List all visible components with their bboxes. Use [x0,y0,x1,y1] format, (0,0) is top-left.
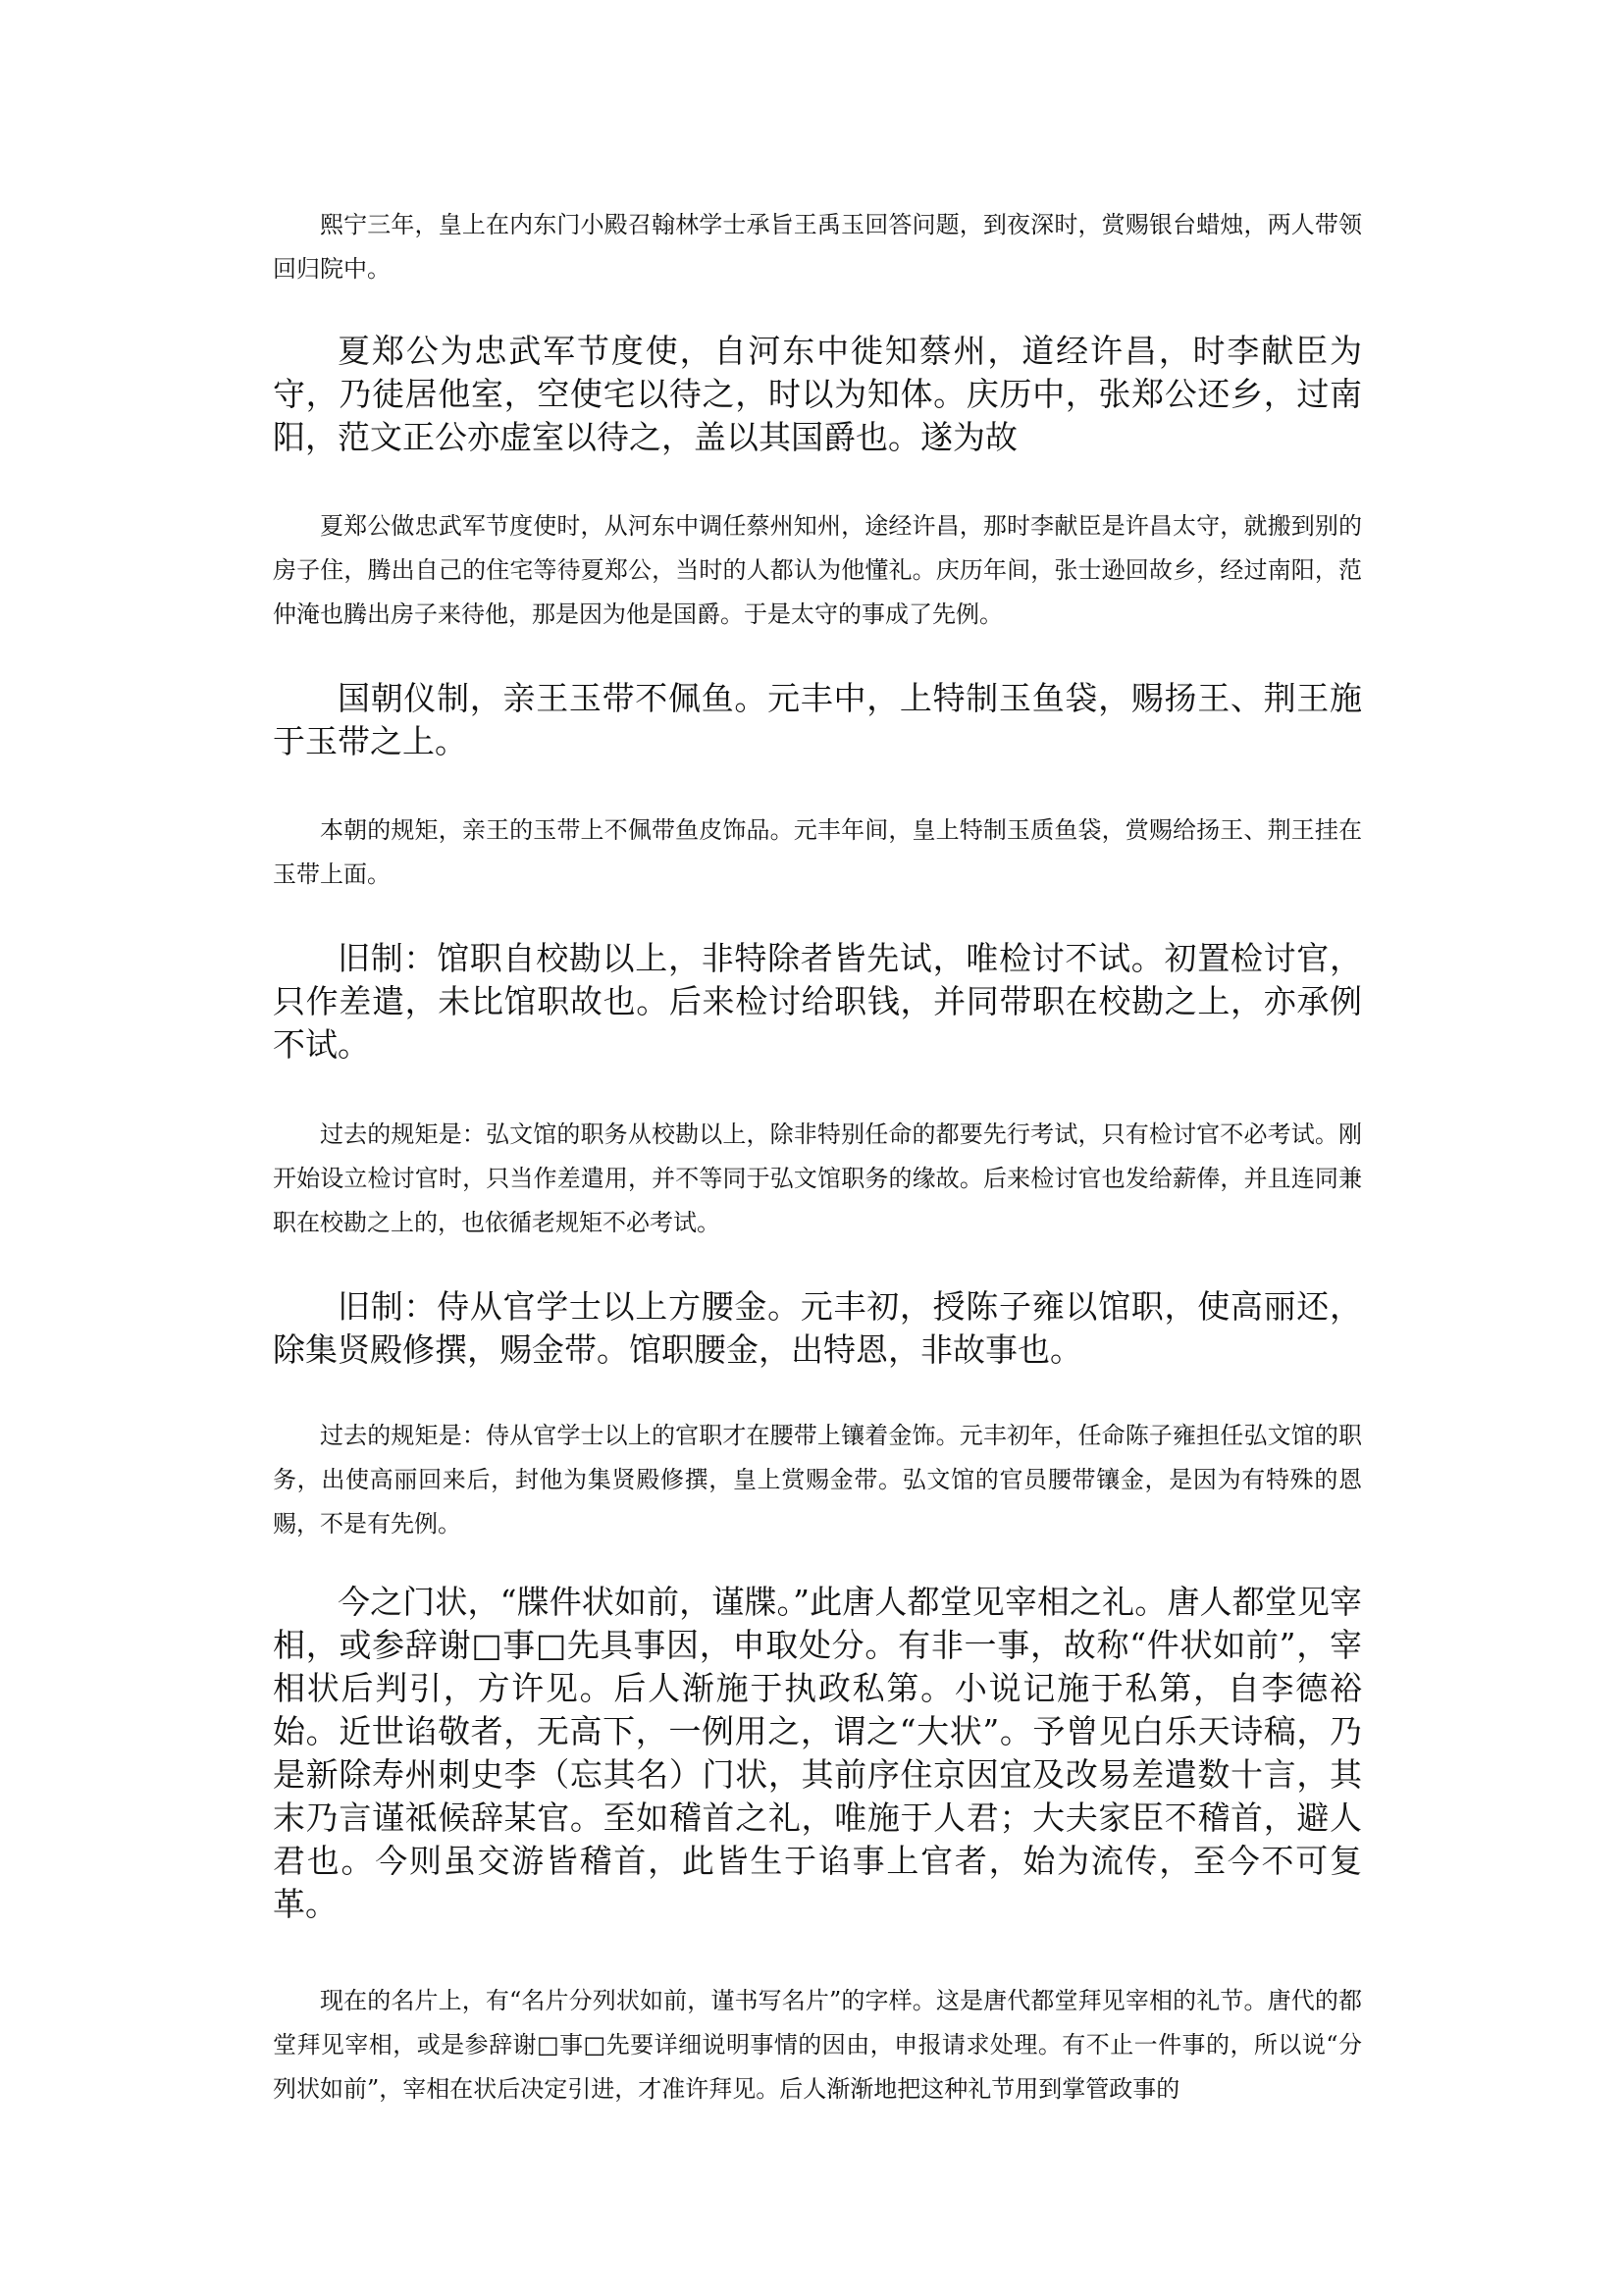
translation-paragraph: 本朝的规矩，亲王的玉带上不佩带鱼皮饰品。元丰年间，皇上特制玉质鱼袋，赏赐给扬王、荆王挂在玉带上面。 [273,816,1362,888]
translation-paragraph: 过去的规矩是：侍从官学士以上的官职才在腰带上镶着金饰。元丰初年，任命陈子雍担任弘文馆的职务，出使高丽回来后，封他为集贤殿修撰，皇上赏赐金带。弘文馆的官员腰带镶金，是因为有特殊的恩赐，不是有先例。 [273,1422,1362,1538]
original-paragraph: 旧制：侍从官学士以上方腰金。元丰初，授陈子雍以馆职，使高丽还，除集贤殿修撰，赐金带。馆职腰金，出特恩，非故事也。 [273,1287,1362,1369]
translation-paragraph: 熙宁三年，皇上在内东门小殿召翰林学士承旨王禹玉回答问题，到夜深时，赏赐银台蜡烛，两人带领回归院中。 [273,211,1362,283]
original-paragraph: 今之门状，“牒件状如前，谨牒。”此唐人都堂见宰相之礼。唐人都堂见宰相，或参辞谢□事□先具事因，申取处分。有非一事，故称“件状如前”，宰相状后判引，方许见。后人渐施于执政私第。小说记施于私第，自李德裕始。近世谄敬者，无高下，一例用之，谓之“大状”。予曾见白乐天诗稿，乃是新除寿州刺史李（忘其名）门状，其前序住京因宜及改易差遣数十言，其末乃言谨祗候辞某官。至如稽首之礼，唯施于人君；大夫家臣不稽首，避人君也。今则虽交游皆稽首，此皆生于谄事上官者，始为流传，至今不可复革。 [273,1583,1362,1923]
original-paragraph: 夏郑公为忠武军节度使，自河东中徙知蔡州，道经许昌，时李献臣为守，乃徒居他室，空使宅以待之，时以为知体。庆历中，张郑公还乡，过南阳，范文正公亦虚室以待之，盖以其国爵也。遂为故 [273,332,1362,456]
translation-paragraph: 现在的名片上，有“名片分列状如前，谨书写名片”的字样。这是唐代都堂拜见宰相的礼节。唐代的都堂拜见宰相，或是参辞谢□事□先要详细说明事情的因由，申报请求处理。有不止一件事的，所以说“分列状如前”，宰相在状后决定引进，才准许拜见。后人渐渐地把这种礼节用到掌管政事的 [273,1987,1362,2103]
translation-paragraph: 夏郑公做忠武军节度使时，从河东中调任蔡州知州，途经许昌，那时李献臣是许昌太守，就搬到别的房子住，腾出自己的住宅等待夏郑公，当时的人都认为他懂礼。庆历年间，张士逊回故乡，经过南阳，范仲淹也腾出房子来待他，那是因为他是国爵。于是太守的事成了先例。 [273,512,1362,628]
original-paragraph: 旧制：馆职自校勘以上，非特除者皆先试，唯检讨不试。初置检讨官，只作差遣，未比馆职故也。后来检讨给职钱，并同带职在校勘之上，亦承例不试。 [273,939,1362,1064]
translation-paragraph: 过去的规矩是：弘文馆的职务从校勘以上，除非特别任命的都要先行考试，只有检讨官不必考试。刚开始设立检讨官时，只当作差遣用，并不等同于弘文馆职务的缘故。后来检讨官也发给薪俸，并且连同兼职在校勘之上的，也依循老规矩不必考试。 [273,1121,1362,1236]
original-paragraph: 国朝仪制，亲王玉带不佩鱼。元丰中，上特制玉鱼袋，赐扬王、荆王施于玉带之上。 [273,679,1362,760]
